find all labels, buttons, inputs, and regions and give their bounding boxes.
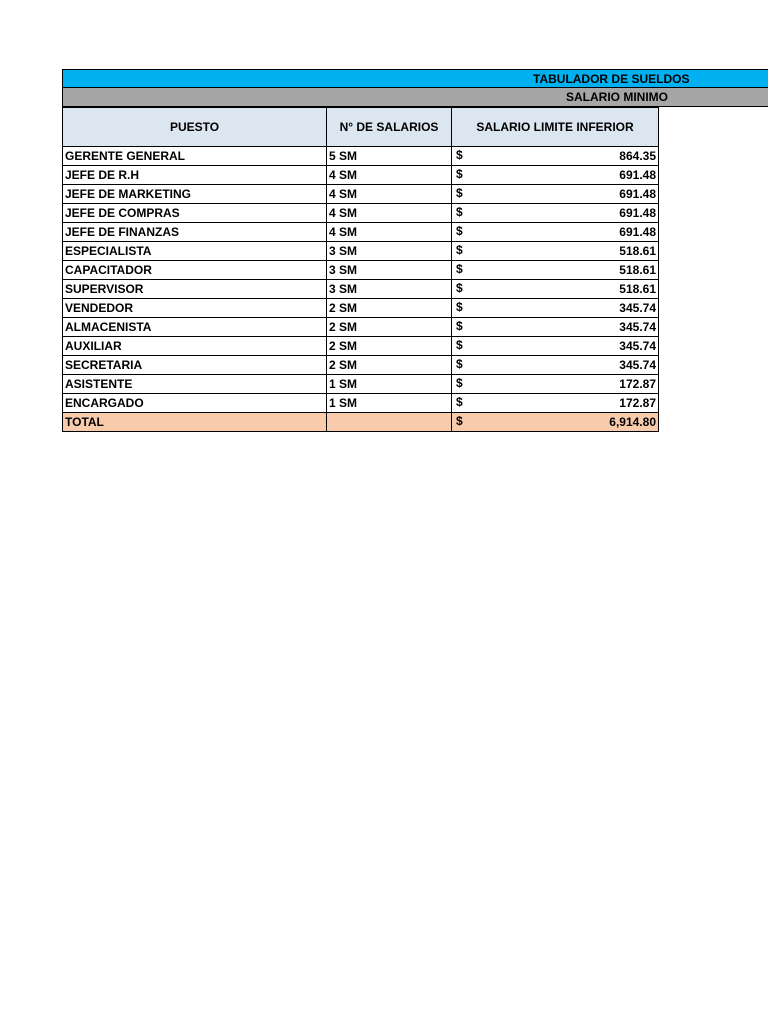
amount: 691.48 xyxy=(619,224,656,239)
total-row xyxy=(63,413,659,432)
cell-puesto: GERENTE GENERAL xyxy=(63,147,327,166)
header-row xyxy=(63,108,659,147)
currency-symbol: $ xyxy=(456,243,463,257)
cell-puesto: ESPECIALISTA xyxy=(63,242,327,261)
cell-limite xyxy=(452,185,659,204)
cell-puesto: JEFE DE FINANZAS xyxy=(63,223,327,242)
cell-puesto: JEFE DE R.H xyxy=(63,166,327,185)
cell-limite xyxy=(452,280,659,299)
cell-puesto: CAPACITADOR xyxy=(63,261,327,280)
cell-salarios: 2 SM xyxy=(327,337,452,356)
cell-limite xyxy=(452,375,659,394)
currency-symbol: $ xyxy=(456,319,463,333)
currency-symbol: $ xyxy=(456,262,463,276)
currency-symbol: $ xyxy=(456,414,463,428)
amount: 345.74 xyxy=(619,338,656,353)
cell-salarios: 2 SM xyxy=(327,299,452,318)
cell-puesto: SECRETARIA xyxy=(63,356,327,375)
cell-limite xyxy=(452,223,659,242)
total-amount: 6,914.80 xyxy=(609,414,656,429)
column-header-puesto: PUESTO xyxy=(63,108,327,147)
sheet-subtitle-band xyxy=(62,88,768,107)
table-row xyxy=(63,204,659,223)
cell-salarios: 4 SM xyxy=(327,223,452,242)
cell-limite xyxy=(452,318,659,337)
currency-symbol: $ xyxy=(456,281,463,295)
total-label: TOTAL xyxy=(63,413,327,432)
cell-salarios: 3 SM xyxy=(327,242,452,261)
column-header-limite: SALARIO LIMITE INFERIOR xyxy=(452,108,659,147)
currency-symbol: $ xyxy=(456,186,463,200)
amount: 172.87 xyxy=(619,395,656,410)
cell-puesto: JEFE DE MARKETING xyxy=(63,185,327,204)
sheet-title: TABULADOR DE SUELDOS xyxy=(533,72,690,86)
cell-limite xyxy=(452,261,659,280)
currency-symbol: $ xyxy=(456,338,463,352)
table-row xyxy=(63,356,659,375)
salary-sheet xyxy=(62,69,768,432)
table-row xyxy=(63,147,659,166)
table-row xyxy=(63,299,659,318)
cell-salarios: 1 SM xyxy=(327,394,452,413)
amount: 518.61 xyxy=(619,262,656,277)
amount: 691.48 xyxy=(619,167,656,182)
cell-puesto: ALMACENISTA xyxy=(63,318,327,337)
amount: 691.48 xyxy=(619,186,656,201)
cell-salarios: 1 SM xyxy=(327,375,452,394)
sheet-title-band xyxy=(62,69,768,88)
cell-limite xyxy=(452,166,659,185)
currency-symbol: $ xyxy=(456,376,463,390)
table-row xyxy=(63,375,659,394)
cell-puesto: VENDEDOR xyxy=(63,299,327,318)
table-body xyxy=(63,147,659,413)
cell-limite xyxy=(452,147,659,166)
amount: 345.74 xyxy=(619,357,656,372)
cell-salarios: 4 SM xyxy=(327,166,452,185)
cell-limite xyxy=(452,337,659,356)
cell-salarios: 4 SM xyxy=(327,204,452,223)
amount: 345.74 xyxy=(619,319,656,334)
cell-puesto: AUXILIAR xyxy=(63,337,327,356)
cell-limite xyxy=(452,204,659,223)
cell-salarios: 4 SM xyxy=(327,185,452,204)
salary-table xyxy=(62,107,659,432)
cell-salarios: 3 SM xyxy=(327,280,452,299)
cell-limite xyxy=(452,242,659,261)
cell-limite xyxy=(452,299,659,318)
table-row xyxy=(63,166,659,185)
cell-puesto: ASISTENTE xyxy=(63,375,327,394)
amount: 172.87 xyxy=(619,376,656,391)
cell-limite xyxy=(452,394,659,413)
cell-puesto: SUPERVISOR xyxy=(63,280,327,299)
table-row xyxy=(63,280,659,299)
cell-salarios: 2 SM xyxy=(327,356,452,375)
cell-limite xyxy=(452,356,659,375)
amount: 864.35 xyxy=(619,148,656,163)
table-row xyxy=(63,318,659,337)
currency-symbol: $ xyxy=(456,167,463,181)
table-row xyxy=(63,261,659,280)
amount: 518.61 xyxy=(619,281,656,296)
cell-salarios: 5 SM xyxy=(327,147,452,166)
currency-symbol: $ xyxy=(456,395,463,409)
table-row xyxy=(63,185,659,204)
cell-salarios: 2 SM xyxy=(327,318,452,337)
currency-symbol: $ xyxy=(456,357,463,371)
currency-symbol: $ xyxy=(456,224,463,238)
table-row xyxy=(63,394,659,413)
currency-symbol: $ xyxy=(456,300,463,314)
total-salarios xyxy=(327,413,452,432)
table-row xyxy=(63,242,659,261)
cell-puesto: ENCARGADO xyxy=(63,394,327,413)
amount: 691.48 xyxy=(619,205,656,220)
sheet-subtitle: SALARIO MINIMO xyxy=(566,90,668,104)
column-header-salarios: N° DE SALARIOS xyxy=(327,108,452,147)
table-row xyxy=(63,223,659,242)
cell-puesto: JEFE DE COMPRAS xyxy=(63,204,327,223)
amount: 345.74 xyxy=(619,300,656,315)
amount: 518.61 xyxy=(619,243,656,258)
table-row xyxy=(63,337,659,356)
total-amount-cell xyxy=(452,413,659,432)
currency-symbol: $ xyxy=(456,148,463,162)
currency-symbol: $ xyxy=(456,205,463,219)
cell-salarios: 3 SM xyxy=(327,261,452,280)
